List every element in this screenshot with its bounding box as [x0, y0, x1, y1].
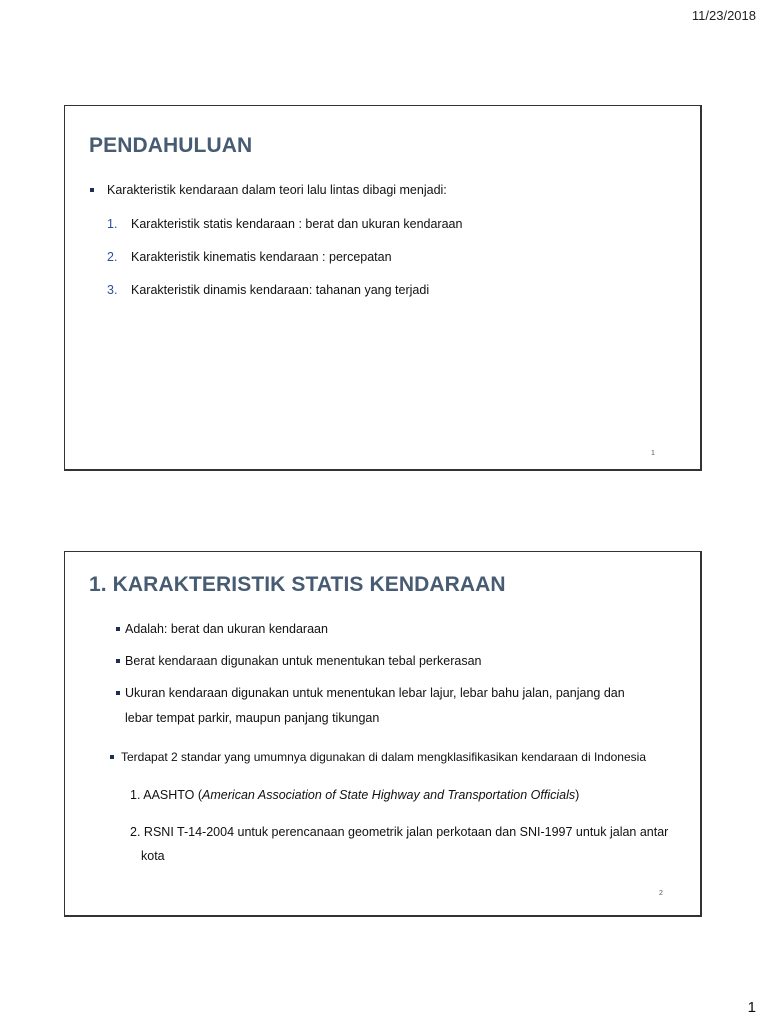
standard-name: AASHTO (	[143, 788, 203, 802]
standard-suffix: )	[575, 788, 580, 802]
slide-title: 1. KARAKTERISTIK STATIS KENDARAAN	[89, 573, 506, 596]
bullet-text: Ukuran kendaraan digunakan untuk menentukan lebar lajur, lebar bahu jalan, panjang dan	[125, 686, 625, 700]
standard-full-name: American Association of State Highway and Transportation Officials	[202, 788, 576, 802]
square-bullet-icon	[110, 755, 114, 759]
square-bullet-icon	[116, 627, 120, 631]
bullet-text-continuation: lebar tempat parkir, maupun panjang tikungan	[125, 711, 380, 725]
standard-item-1	[130, 788, 579, 802]
list-item-number: 1.	[107, 217, 118, 231]
list-item: Karakteristik statis kendaraan : berat dan ukuran kendaraan	[131, 217, 463, 231]
slide-1	[64, 105, 702, 471]
list-item: Karakteristik dinamis kendaraan: tahanan yang terjadi	[131, 283, 430, 297]
list-item-number: 3.	[107, 283, 118, 297]
list-item-number: 2.	[107, 250, 118, 264]
square-bullet-icon	[116, 659, 120, 663]
standard-item-2-continuation: kota	[141, 849, 165, 863]
list-item: Karakteristik kinematis kendaraan : percepatan	[131, 250, 392, 264]
slide-number: 2	[659, 890, 663, 897]
page-number: 1	[747, 999, 756, 1016]
bullet-text: Berat kendaraan digunakan untuk menentukan tebal perkerasan	[125, 654, 482, 668]
square-bullet-icon	[116, 691, 120, 695]
slide-number: 1	[651, 450, 655, 457]
standard-item-2	[130, 825, 668, 839]
list-item-number: 2.	[130, 825, 141, 839]
standards-intro: Terdapat 2 standar yang umumnya digunakan di dalam mengklasifikasikan kendaraan di Indonesia	[121, 750, 646, 764]
standard-text: RSNI T-14-2004 untuk perencanaan geometrik jalan perkotaan dan SNI-1997 untuk jalan antar	[143, 825, 669, 839]
square-bullet-icon	[90, 188, 94, 192]
intro-text: Karakteristik kendaraan dalam teori lalu lintas dibagi menjadi:	[107, 183, 447, 197]
slide-2	[64, 551, 702, 917]
print-date: 11/23/2018	[691, 8, 756, 23]
list-item-number: 1.	[130, 788, 141, 802]
bullet-text: Adalah: berat dan ukuran kendaraan	[125, 622, 328, 636]
slide-title: PENDAHULUAN	[89, 134, 253, 157]
